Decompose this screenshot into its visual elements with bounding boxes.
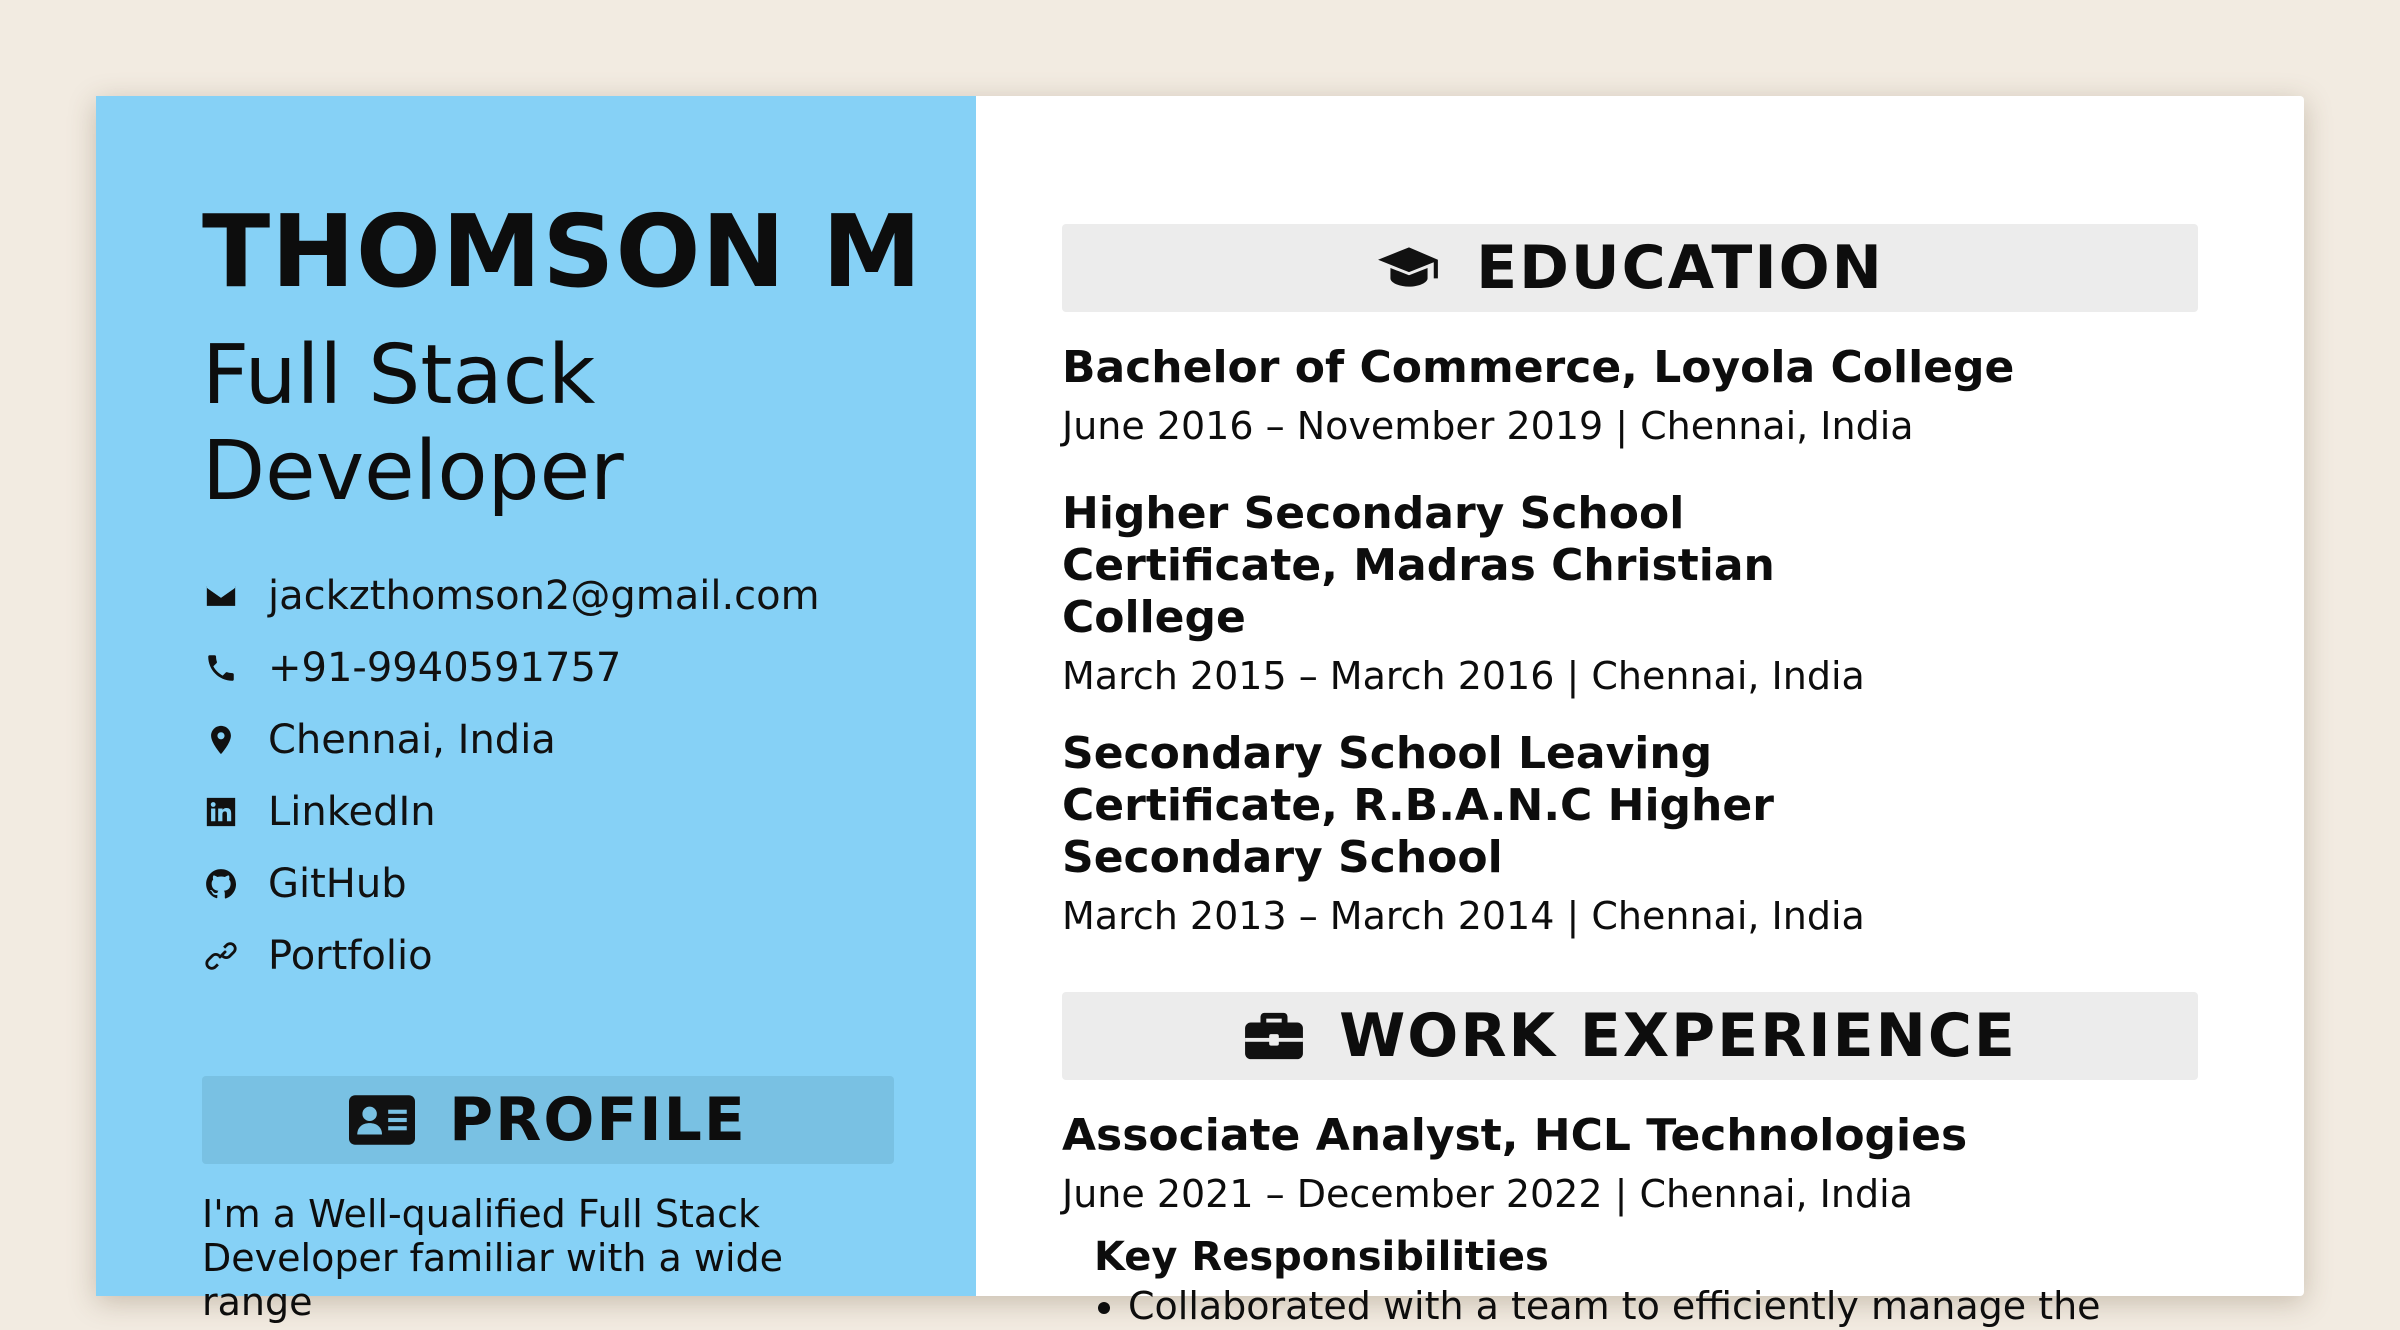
responsibility-item: • Collaborated with a team to efficiently manage the: [1128, 1282, 2198, 1330]
profile-text: I'm a Well-qualified Full Stack Developer familiar with a wide range: [202, 1192, 784, 1324]
contact-location: [202, 704, 976, 776]
contact-github[interactable]: [202, 848, 976, 920]
github-icon: [202, 865, 240, 903]
link-icon: [202, 937, 240, 975]
education-entry-meta: March 2015 – March 2016 | Chennai, India: [1062, 654, 1865, 698]
briefcase-icon: [1243, 1009, 1305, 1063]
contact-phone-text: +91-9940591757: [268, 645, 622, 691]
contact-location-text: Chennai, India: [268, 717, 556, 763]
contact-portfolio-text: Portfolio: [268, 933, 433, 979]
work-entry: [1062, 1110, 2198, 1330]
education-entry-meta: March 2013 – March 2014 | Chennai, India: [1062, 894, 1865, 938]
education-entry: [1062, 488, 2198, 698]
main-content: [976, 96, 2304, 1328]
education-section-header: [1062, 224, 2198, 312]
contact-linkedin-text: LinkedIn: [268, 789, 436, 835]
profile-heading: PROFILE: [449, 1085, 747, 1155]
education-entry: [1062, 728, 2198, 938]
contact-github-text: GitHub: [268, 861, 407, 907]
sidebar: [96, 96, 976, 1324]
person-name: THOMSON M: [202, 193, 923, 310]
education-heading: EDUCATION: [1476, 233, 1884, 303]
location-pin-icon: [202, 721, 240, 759]
graduation-cap-icon: [1376, 243, 1442, 293]
responsibility-list: [1094, 1282, 2198, 1330]
work-section-header: [1062, 992, 2198, 1080]
education-entry-title: Higher Secondary School Certificate, Madras Christian College: [1062, 488, 1775, 643]
contact-phone[interactable]: [202, 632, 976, 704]
email-icon: [202, 577, 240, 615]
profile-section-header: [202, 1076, 894, 1164]
education-entry-title: Bachelor of Commerce, Loyola College: [1062, 342, 2015, 393]
contact-linkedin[interactable]: [202, 776, 976, 848]
education-entry-meta: June 2016 – November 2019 | Chennai, India: [1062, 404, 1914, 448]
resume-page: [96, 96, 2304, 1328]
work-entry-subheading: Key Responsibilities: [1094, 1234, 1549, 1280]
work-entry-title: Associate Analyst, HCL Technologies: [1062, 1110, 1968, 1161]
work-heading: WORK EXPERIENCE: [1339, 1001, 2017, 1071]
linkedin-icon: [202, 793, 240, 831]
contact-email[interactable]: [202, 560, 976, 632]
job-title: Full Stack Developer: [202, 328, 624, 519]
contact-list: [202, 560, 976, 992]
id-card-icon: [349, 1095, 415, 1145]
education-entry: [1062, 342, 2198, 448]
phone-icon: [202, 649, 240, 687]
contact-email-text: jackzthomson2@gmail.com: [268, 573, 820, 619]
work-entry-meta: June 2021 – December 2022 | Chennai, India: [1062, 1172, 1913, 1216]
education-entry-title: Secondary School Leaving Certificate, R.B.A.N.C Higher Secondary School: [1062, 728, 1774, 883]
contact-portfolio[interactable]: [202, 920, 976, 992]
